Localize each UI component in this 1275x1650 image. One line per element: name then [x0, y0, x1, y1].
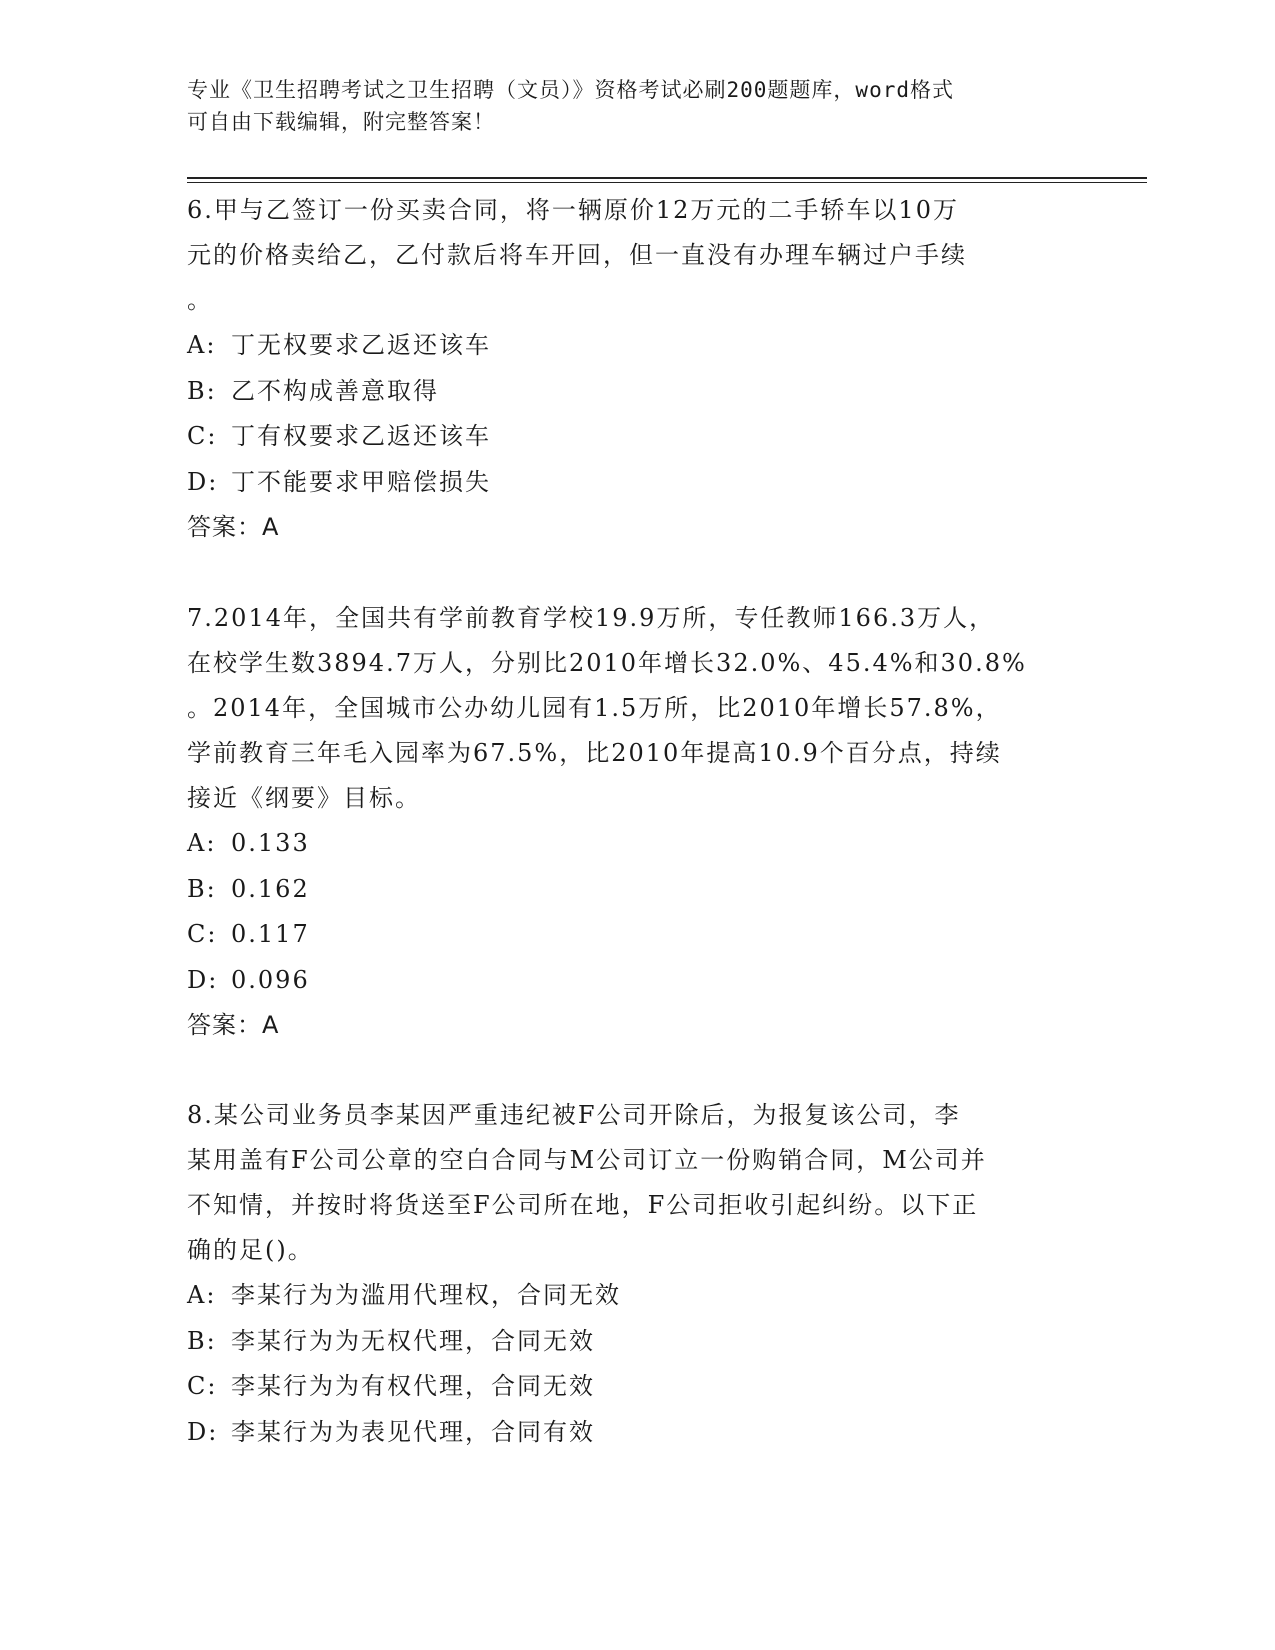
header-line-1: 专业《卫生招聘考试之卫生招聘（文员）》资格考试必刷200题题库，word格式 — [187, 78, 954, 102]
option-text: 丁无权要求乙返还该车 — [231, 331, 491, 359]
question-text-line: 接近《纲要》目标。 — [187, 784, 421, 812]
question-text-line: 某用盖有F公司公章的空白合同与M公司订立一份购销合同，M公司并 — [187, 1146, 987, 1174]
question-text-line: 7.2014年，全国共有学前教育学校19.9万所，专任教师166.3万人， — [187, 604, 996, 632]
question-text-line: 元的价格卖给乙，乙付款后将车开回，但一直没有办理车辆过户手续 — [187, 241, 967, 269]
option-b — [187, 1319, 1087, 1365]
question-7 — [187, 596, 1087, 1048]
question-6 — [187, 188, 1087, 550]
option-a — [187, 1273, 1087, 1319]
question-text-line: 在校学生数3894.7万人，分别比2010年增长32.0%、45.4%和30.8% — [187, 649, 1027, 677]
option-text: 李某行为为表见代理，合同有效 — [231, 1417, 595, 1446]
option-text: 丁有权要求乙返还该车 — [231, 422, 491, 450]
question-8-text — [187, 1093, 1087, 1273]
option-text: 0.096 — [231, 965, 310, 994]
option-letter: B: — [187, 376, 217, 405]
option-a — [187, 323, 1087, 369]
option-d — [187, 958, 1087, 1004]
question-text-line: 学前教育三年毛入园率为67.5%，比2010年提高10.9个百分点，持续 — [187, 739, 1002, 767]
option-b — [187, 369, 1087, 415]
option-letter: C: — [187, 920, 218, 948]
option-letter: D: — [187, 1417, 219, 1446]
question-6-answer: 答案：A — [187, 513, 280, 541]
option-c — [187, 414, 1087, 460]
question-8 — [187, 1093, 1087, 1455]
option-text: 0.133 — [231, 829, 310, 857]
option-d — [187, 1410, 1087, 1456]
option-text: 李某行为为无权代理，合同无效 — [231, 1326, 595, 1355]
question-6-options — [187, 323, 1087, 505]
option-letter: D: — [187, 467, 219, 496]
option-text: 0.117 — [231, 920, 310, 948]
option-d — [187, 460, 1087, 506]
header-line-2: 可自由下载编辑，附完整答案！ — [187, 110, 495, 134]
question-7-options — [187, 821, 1087, 1003]
question-text-line: 。2014年，全国城市公办幼儿园有1.5万所，比2010年增长57.8%， — [187, 694, 1002, 722]
option-text: 李某行为为滥用代理权，合同无效 — [231, 1281, 621, 1309]
question-text-line: 不知情，并按时将货送至F公司所在地，F公司拒收引起纠纷。以下正 — [187, 1191, 979, 1219]
question-7-text — [187, 596, 1087, 821]
option-text: 0.162 — [231, 874, 310, 903]
option-text: 丁不能要求甲赔偿损失 — [231, 467, 491, 496]
question-6-text — [187, 188, 1087, 323]
option-letter: B: — [187, 1326, 217, 1355]
option-a — [187, 821, 1087, 867]
header-divider-thick — [187, 177, 1147, 179]
question-text-line: 确的足()。 — [187, 1236, 314, 1264]
option-b — [187, 867, 1087, 913]
header-divider-thin — [187, 182, 1147, 183]
option-letter: A: — [187, 829, 217, 857]
document-header — [187, 74, 1067, 138]
question-text-line: 6.甲与乙签订一份买卖合同，将一辆原价12万元的二手轿车以10万 — [187, 196, 959, 224]
option-letter: C: — [187, 422, 218, 450]
option-letter: C: — [187, 1372, 218, 1400]
option-letter: B: — [187, 874, 217, 903]
question-7-answer: 答案：A — [187, 1011, 280, 1039]
question-8-options — [187, 1273, 1087, 1455]
option-letter: D: — [187, 965, 219, 994]
option-letter: A: — [187, 1281, 217, 1309]
option-letter: A: — [187, 331, 217, 359]
option-text: 李某行为为有权代理，合同无效 — [231, 1372, 595, 1400]
option-text: 乙不构成善意取得 — [231, 376, 439, 405]
question-text-line: 。 — [187, 286, 213, 314]
option-c — [187, 1364, 1087, 1410]
question-text-line: 8.某公司业务员李某因严重违纪被F公司开除后，为报复该公司，李 — [187, 1101, 961, 1129]
option-c — [187, 912, 1087, 958]
